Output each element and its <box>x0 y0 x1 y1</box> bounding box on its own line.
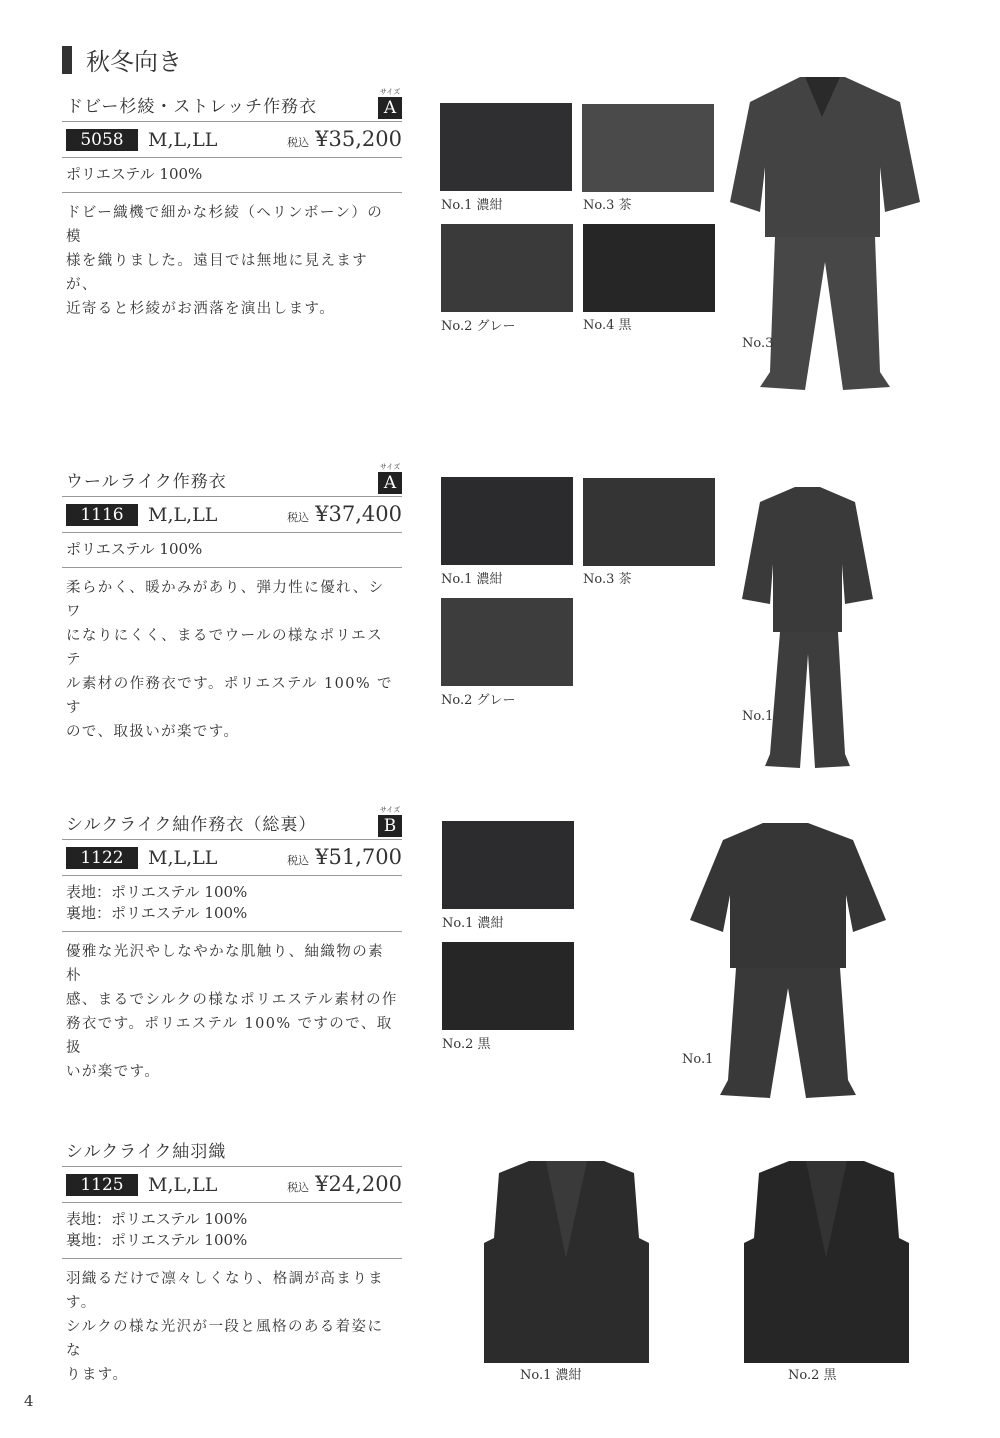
photo-label: No.3 <box>742 336 774 351</box>
description <box>62 932 402 1092</box>
price <box>287 1172 402 1196</box>
swatch <box>440 103 572 191</box>
code-row <box>62 497 402 533</box>
code-row <box>62 1167 402 1203</box>
tax-label: 税込 <box>287 136 310 149</box>
swatch <box>583 478 715 566</box>
description-line: 近寄ると杉綾がお洒落を演出します。 <box>66 301 336 317</box>
swatch <box>441 598 573 686</box>
heading-text: 秋冬向き <box>86 48 182 76</box>
description-line: 優雅な光沢やしなやかな肌触り、紬織物の素朴 <box>66 944 384 984</box>
swatch-label: No.3 茶 <box>583 198 632 213</box>
price-value: ¥24,200 <box>315 1172 402 1196</box>
product-title: ドビー杉綾・ストレッチ作務衣 <box>66 97 318 117</box>
swatch-label: No.3 茶 <box>583 572 632 587</box>
description-line: 務衣です。ポリエステル 100% ですので、取扱 <box>66 1016 393 1056</box>
description <box>62 1259 402 1395</box>
material <box>62 1203 402 1259</box>
product-code: 1122 <box>66 847 138 869</box>
tax-label: 税込 <box>287 511 310 524</box>
product-code: 1116 <box>66 504 138 526</box>
size-code: A <box>378 472 402 494</box>
swatch-label: No.1 濃紺 <box>442 916 504 931</box>
product-title: シルクライク紬作務衣（総裏） <box>66 815 317 835</box>
material-line: 裏地：ポリエステル 100% <box>66 904 248 922</box>
description-line: シルクの様な光沢が一段と風格のある着姿にな <box>66 1319 384 1359</box>
haori-photo <box>484 1158 649 1366</box>
swatch-label: No.4 黒 <box>583 318 632 333</box>
size-badge <box>378 88 402 119</box>
description <box>62 568 402 752</box>
code-row <box>62 122 402 158</box>
photo-label: No.1 <box>742 709 774 724</box>
material-line: 裏地：ポリエステル 100% <box>66 1231 248 1249</box>
heading-bar <box>62 46 72 74</box>
photo-label: No.1 <box>682 1052 714 1067</box>
photo-label: No.2 黒 <box>788 1368 837 1383</box>
description-line: ります。 <box>66 1367 129 1383</box>
material <box>62 876 402 932</box>
size-badge <box>378 806 402 837</box>
material-line: ポリエステル 100% <box>66 165 203 183</box>
material-line: ポリエステル 100% <box>66 540 203 558</box>
swatch <box>441 224 573 312</box>
samue-photo <box>688 820 888 1104</box>
product-title-row <box>62 465 402 497</box>
size-code: A <box>378 97 402 119</box>
description-line: ドビー織機で細かな杉綾（ヘリンボーン）の模 <box>66 205 384 245</box>
product-title-row <box>62 808 402 840</box>
haori-photo <box>744 1158 909 1366</box>
product-title-row <box>62 90 402 122</box>
product-1122 <box>62 808 402 1092</box>
price-value: ¥37,400 <box>315 502 402 526</box>
available-sizes: M,L,LL <box>148 503 218 526</box>
price <box>287 127 402 151</box>
photo-label: No.1 濃紺 <box>520 1368 582 1383</box>
product-code: 1125 <box>66 1174 138 1196</box>
description <box>62 193 402 329</box>
product-1116 <box>62 465 402 752</box>
description-line: になりにくく、まるでウールの様なポリエステ <box>66 628 383 668</box>
code-row <box>62 840 402 876</box>
size-label: サイズ <box>379 88 401 96</box>
description-line: 様を織りました。遠目では無地に見えますが、 <box>66 253 369 293</box>
description-line: 羽織るだけで凛々しくなり、格調が高まります。 <box>66 1271 384 1311</box>
material <box>62 158 402 193</box>
size-code: B <box>378 815 402 837</box>
description-line: 感、まるでシルクの様なポリエステル素材の作 <box>66 992 398 1008</box>
size-label: サイズ <box>379 463 401 471</box>
size-badge <box>378 463 402 494</box>
tax-label: 税込 <box>287 1181 310 1194</box>
swatch-label: No.1 濃紺 <box>441 572 503 587</box>
product-title: ウールライク作務衣 <box>66 472 227 492</box>
swatch <box>442 821 574 909</box>
samue-photo <box>740 484 875 772</box>
price-value: ¥51,700 <box>315 845 402 869</box>
swatch-label: No.2 黒 <box>442 1037 491 1052</box>
product-title-row <box>62 1135 402 1167</box>
product-title: シルクライク紬羽織 <box>66 1142 227 1162</box>
available-sizes: M,L,LL <box>148 1173 218 1196</box>
material <box>62 533 402 568</box>
size-label: サイズ <box>379 806 401 814</box>
product-code: 5058 <box>66 129 138 151</box>
swatch <box>442 942 574 1030</box>
description-line: 柔らかく、暖かみがあり、弾力性に優れ、シワ <box>66 580 385 620</box>
page-number: 4 <box>24 1392 34 1410</box>
price-value: ¥35,200 <box>315 127 402 151</box>
description-line: いが楽です。 <box>66 1064 161 1080</box>
description-line: ので、取扱いが楽です。 <box>66 724 240 740</box>
product-1125 <box>62 1135 402 1395</box>
price <box>287 502 402 526</box>
swatch <box>583 224 715 312</box>
tax-label: 税込 <box>287 854 310 867</box>
description-line: ル素材の作務衣です。ポリエステル 100% です <box>66 676 393 716</box>
price <box>287 845 402 869</box>
swatch <box>582 104 714 192</box>
material-line: 表地：ポリエステル 100% <box>66 883 248 901</box>
swatch-label: No.2 グレー <box>441 693 516 708</box>
swatch-label: No.1 濃紺 <box>441 198 503 213</box>
material-line: 表地：ポリエステル 100% <box>66 1210 248 1228</box>
swatch-label: No.2 グレー <box>441 319 516 334</box>
available-sizes: M,L,LL <box>148 128 218 151</box>
section-heading <box>62 42 182 77</box>
swatch <box>441 477 573 565</box>
available-sizes: M,L,LL <box>148 846 218 869</box>
product-5058 <box>62 90 402 329</box>
